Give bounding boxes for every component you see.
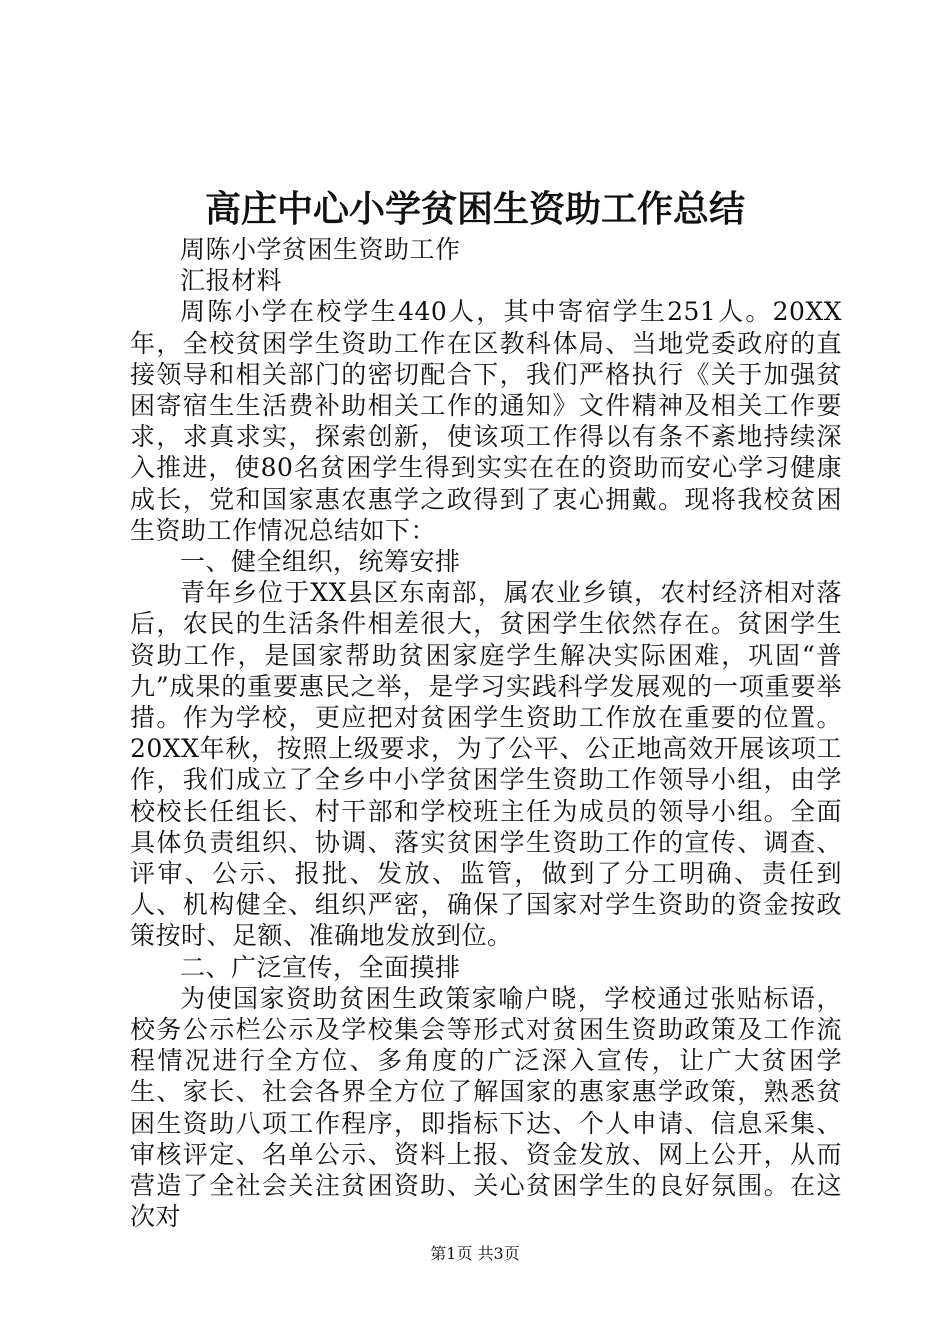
paragraph-section-2: 为使国家资助贫困生政策家喻户晓，学校通过张贴标语，校务公示栏公示及学校集会等形式对贫困生资助政策及工作流程情况进行全方位、多角度的广泛深入宣传，让广大贫困学生、家长、社会各界全方位了解国家的惠家惠学政策，熟悉贫困生资助八项工作程序，即指标下达、个人申请、信息采集、审核评定、名单公示、资料上报、资金发放、网上公开，从而营造了全社会关注贫困资助、关心贫困学生的良好氛围。在这次对 xyxy=(130,983,842,1232)
paragraph-subtitle-1: 周陈小学贫困生资助工作 xyxy=(180,235,461,264)
page-footer: 第1页 共3页 xyxy=(430,1244,520,1263)
section-heading-1: 一、健全组织，统筹安排 xyxy=(180,547,461,577)
paragraph-subtitle-2: 汇报材料 xyxy=(180,266,283,296)
document-body xyxy=(130,234,842,1233)
document-title: 高庄中心小学贫困生资助工作总结 xyxy=(204,188,745,230)
section-heading-2: 二、广泛宣传，全面摸排 xyxy=(180,952,461,982)
paragraph-section-1: 青年乡位于XX县区东南部，属农业乡镇，农村经济相对落后，农民的生活条件相差很大，贫困学生依然存在。贫困学生资助工作，是国家帮助贫困家庭学生解决实际困难，巩固“普九”成果的重要惠民之举，是学习实践科学发展观的一项重要举措。作为学校，更应把对贫困学生资助工作放在重要的位置。20XX年秋，按照上级要求，为了公平、公正地高效开展该项工作，我们成立了全乡中小学贫困学生资助工作领导小组，由学校校长任组长、村干部和学校班主任为成员的领导小组。全面具体负责组织、协调、落实贫困学生资助工作的宣传、调查、评审、公示、报批、发放、监管，做到了分工明确、责任到人、机构健全、组织严密，确保了国家对学生资助的资金按政策按时、足额、准确地发放到位。 xyxy=(130,578,842,951)
paragraph-intro: 周陈小学在校学生440人，其中寄宿学生251人。20XX年，全校贫困学生资助工作在区教科体局、当地党委政府的直接领导和相关部门的密切配合下，我们严格执行《关于加强贫困寄宿生生活费补助相关工作的通知》文件精神及相关工作要求，求真求实，探索创新，使该项工作得以有条不紊地持续深入推进，使80名贫困学生得到实实在在的资助而安心学习健康成长，党和国家惠农惠学之政得到了衷心拥戴。现将我校贫困生资助工作情况总结如下： xyxy=(130,297,842,545)
